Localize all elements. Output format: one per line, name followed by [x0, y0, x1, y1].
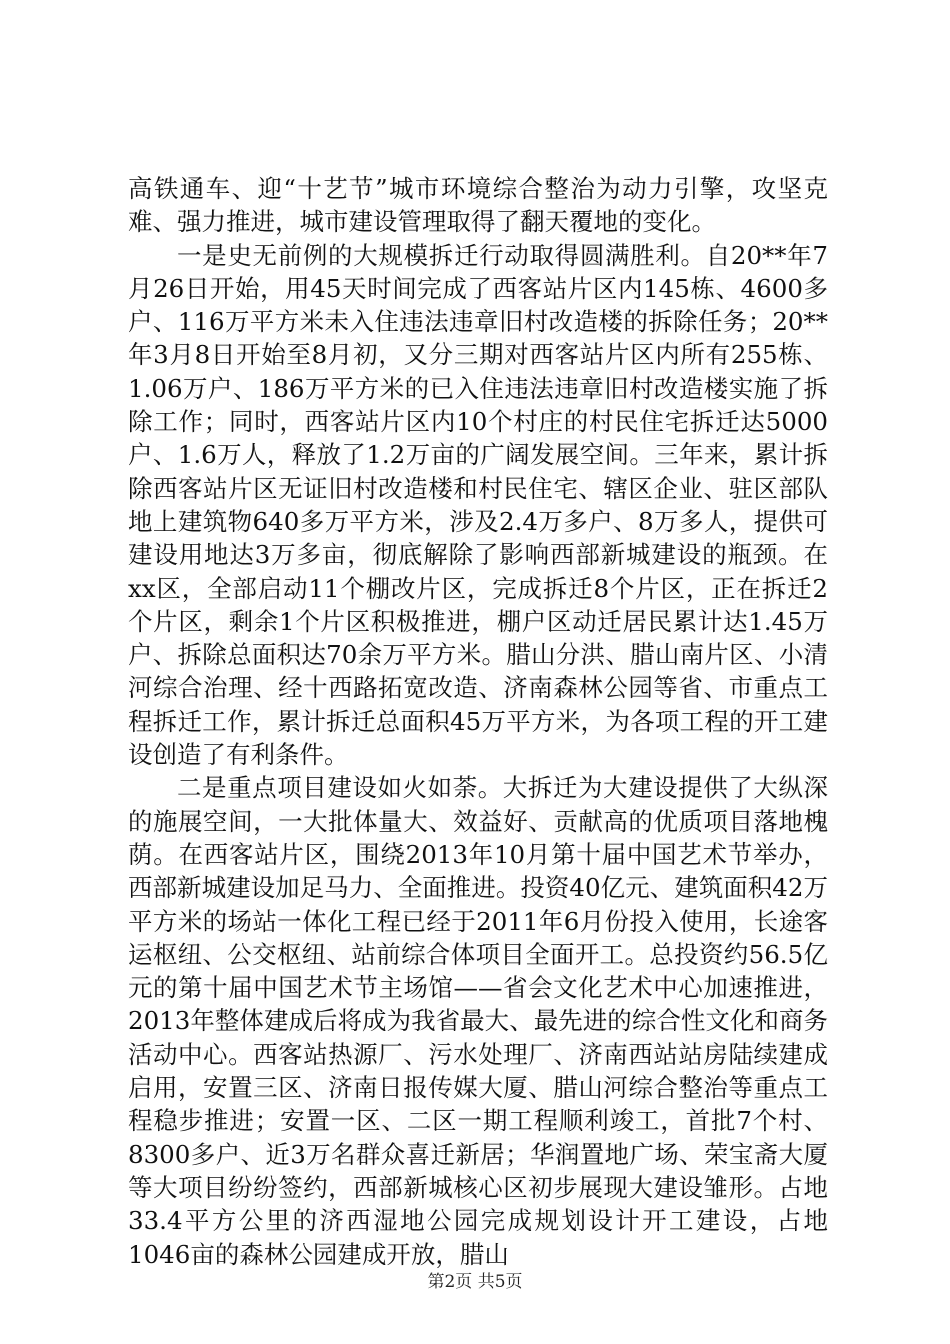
- paragraph-continuation: 高铁通车、迎“十艺节”城市环境综合整治为动力引擎，攻坚克难、强力推进，城市建设管理取得了翻天覆地的变化。: [128, 174, 828, 237]
- page-number: 第2页 共5页: [427, 1272, 523, 1292]
- document-body: [128, 172, 828, 1271]
- paragraph-key-projects: 二是重点项目建设如火如荼。大拆迁为大建设提供了大纵深的施展空间，一大批体量大、效益好、贡献高的优质项目落地槐荫。在西客站片区，围绕2013年10月第十届中国艺术节举办，西部新城建设加足马力、全面推进。投资40亿元、建筑面积42万平方米的场站一体化工程已经于2011年6月份投入使用，长途客运枢纽、公交枢纽、站前综合体项目全面开工。总投资约56.5亿元的第十届中国艺术节主场馆——省会文化艺术中心加速推进，2013年整体建成后将成为我省最大、最先进的综合性文化和商务活动中心。西客站热源厂、污水处理厂、济南西站站房陆续建成启用，安置三区、济南日报传媒大厦、腊山河综合整治等重点工程稳步推进；安置一区、二区一期工程顺利竣工，首批7个村、8300多户、近3万名群众喜迁新居；华润置地广场、荣宝斋大厦等大项目纷纷签约，西部新城核心区初步展现大建设雏形。占地33.4平方公里的济西湿地公园完成规划设计开工建设，占地1046亩的森林公园建成开放，腊山: [128, 773, 828, 1269]
- page-footer: [0, 1272, 950, 1292]
- paragraph-demolition: 一是史无前例的大规模拆迁行动取得圆满胜利。自20**年7月26日开始，用45天时间完成了西客站片区内145栋、4600多户、116万平方米未入住违法违章旧村改造楼的拆除任务；20**年3月8日开始至8月初，又分三期对西客站片区内所有255栋、1.06万户、186万平方米的已入住违法违章旧村改造楼实施了拆除工作；同时，西客站片区内10个村庄的村民住宅拆迁达5000户、1.6万人，释放了1.2万亩的广阔发展空间。三年来，累计拆除西客站片区无证旧村改造楼和村民住宅、辖区企业、驻区部队地上建筑物640多万平方米，涉及2.4万多户、8万多人，提供可建设用地达3万多亩，彻底解除了影响西部新城建设的瓶颈。在xx区，全部启动11个棚改片区，完成拆迁8个片区，正在拆迁2个片区，剩余1个片区积极推进，棚户区动迁居民累计达1.45万户、拆除总面积达70余万平方米。腊山分洪、腊山南片区、小清河综合治理、经十西路拓宽改造、济南森林公园等省、市重点工程拆迁工作，累计拆迁总面积45万平方米，为各项工程的开工建设创造了有利条件。: [128, 240, 828, 770]
